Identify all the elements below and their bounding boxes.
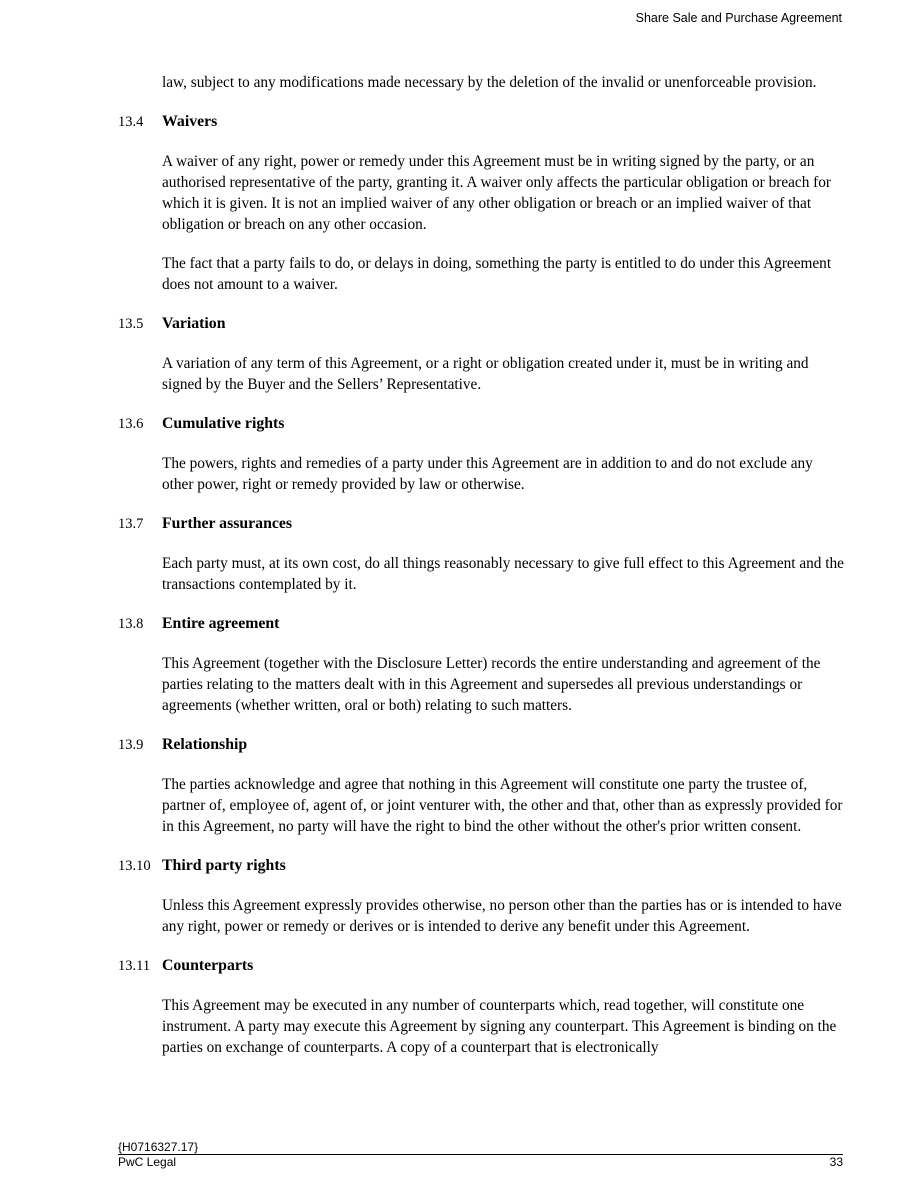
- section-number: 13.7: [118, 516, 144, 532]
- section-title: Cumulative rights: [162, 415, 285, 432]
- section-paragraph: This Agreement may be executed in any number of counterparts which, read together, will constitute one instrument. A party may execute this Agreement by signing any counterpart. This Agreement is binding on the parties on exchange of counterparts. A copy of a counterpart that is electronically: [162, 997, 837, 1056]
- section-title: Further assurances: [162, 515, 293, 532]
- section-paragraph: Each party must, at its own cost, do all things reasonably necessary to give full effect to this Agreement and the transactions contemplated by it.: [162, 555, 844, 593]
- section-number: 13.6: [118, 416, 144, 432]
- section-heading-waivers: [118, 111, 848, 133]
- section-paragraph: A waiver of any right, power or remedy under this Agreement must be in writing signed by the party, or an authorised representative of the party, granting it. A waiver only affects the particular obligation or breach for which it is given. It is not an implied waiver of any other obligation or breach or an implied waiver of that obligation or breach on any other occasion.: [162, 153, 831, 233]
- section-title: Waivers: [162, 113, 218, 130]
- section-paragraph: A variation of any term of this Agreement, or a right or obligation created under it, must be in writing and signed by the Buyer and the Sellers’ Representative.: [162, 355, 809, 393]
- section-heading-relationship: [118, 734, 848, 756]
- section-paragraph: The parties acknowledge and agree that nothing in this Agreement will constitute one party the trustee of, partner of, employee of, agent of, or joint venturer with, the other and that, other than as expressly provided for in this Agreement, no party will have the right to bind the other without the other's prior written consent.: [162, 776, 843, 835]
- document-body: [118, 72, 848, 1076]
- section-number: 13.10: [118, 858, 151, 874]
- section-heading-cumulative-rights: [118, 413, 848, 435]
- section-heading-variation: [118, 313, 848, 335]
- section-title: Relationship: [162, 736, 248, 753]
- section-number: 13.8: [118, 616, 144, 632]
- section-number: 13.11: [118, 958, 151, 974]
- footer-row: [118, 1155, 843, 1169]
- section-title: Variation: [162, 315, 226, 332]
- section-heading-further-assurances: [118, 513, 848, 535]
- section-heading-counterparts: [118, 955, 848, 977]
- section-paragraph: This Agreement (together with the Disclosure Letter) records the entire understanding and agreement of the parties relating to the matters dealt with in this Agreement and supersedes all previous understandings or agreements (whether written, oral or both) relating to such matters.: [162, 655, 821, 714]
- page-footer: [118, 1140, 843, 1169]
- section-number: 13.5: [118, 316, 144, 332]
- page-header-title: Share Sale and Purchase Agreement: [635, 11, 842, 25]
- section-title: Entire agreement: [162, 615, 280, 632]
- section-title: Third party rights: [162, 857, 286, 874]
- section-paragraph: Unless this Agreement expressly provides otherwise, no person other than the parties has or is intended to have any right, power or remedy or derives or is intended to derive any benefit under this Agreement.: [162, 897, 842, 935]
- section-paragraph: The powers, rights and remedies of a party under this Agreement are in addition to and do not exclude any other power, right or remedy provided by law or otherwise.: [162, 455, 813, 493]
- continuation-paragraph: law, subject to any modifications made necessary by the deletion of the invalid or unenforceable provision.: [162, 74, 817, 91]
- footer-doc-ref: {H0716327.17}: [118, 1140, 843, 1155]
- section-title: Counterparts: [162, 957, 254, 974]
- section-paragraph: The fact that a party fails to do, or delays in doing, something the party is entitled to do under this Agreement does not amount to a waiver.: [162, 255, 832, 293]
- section-heading-third-party-rights: [118, 855, 848, 877]
- section-number: 13.4: [118, 114, 144, 130]
- footer-firm: PwC Legal: [118, 1155, 177, 1169]
- page-number: 33: [829, 1155, 843, 1169]
- section-number: 13.9: [118, 737, 144, 753]
- section-heading-entire-agreement: [118, 613, 848, 635]
